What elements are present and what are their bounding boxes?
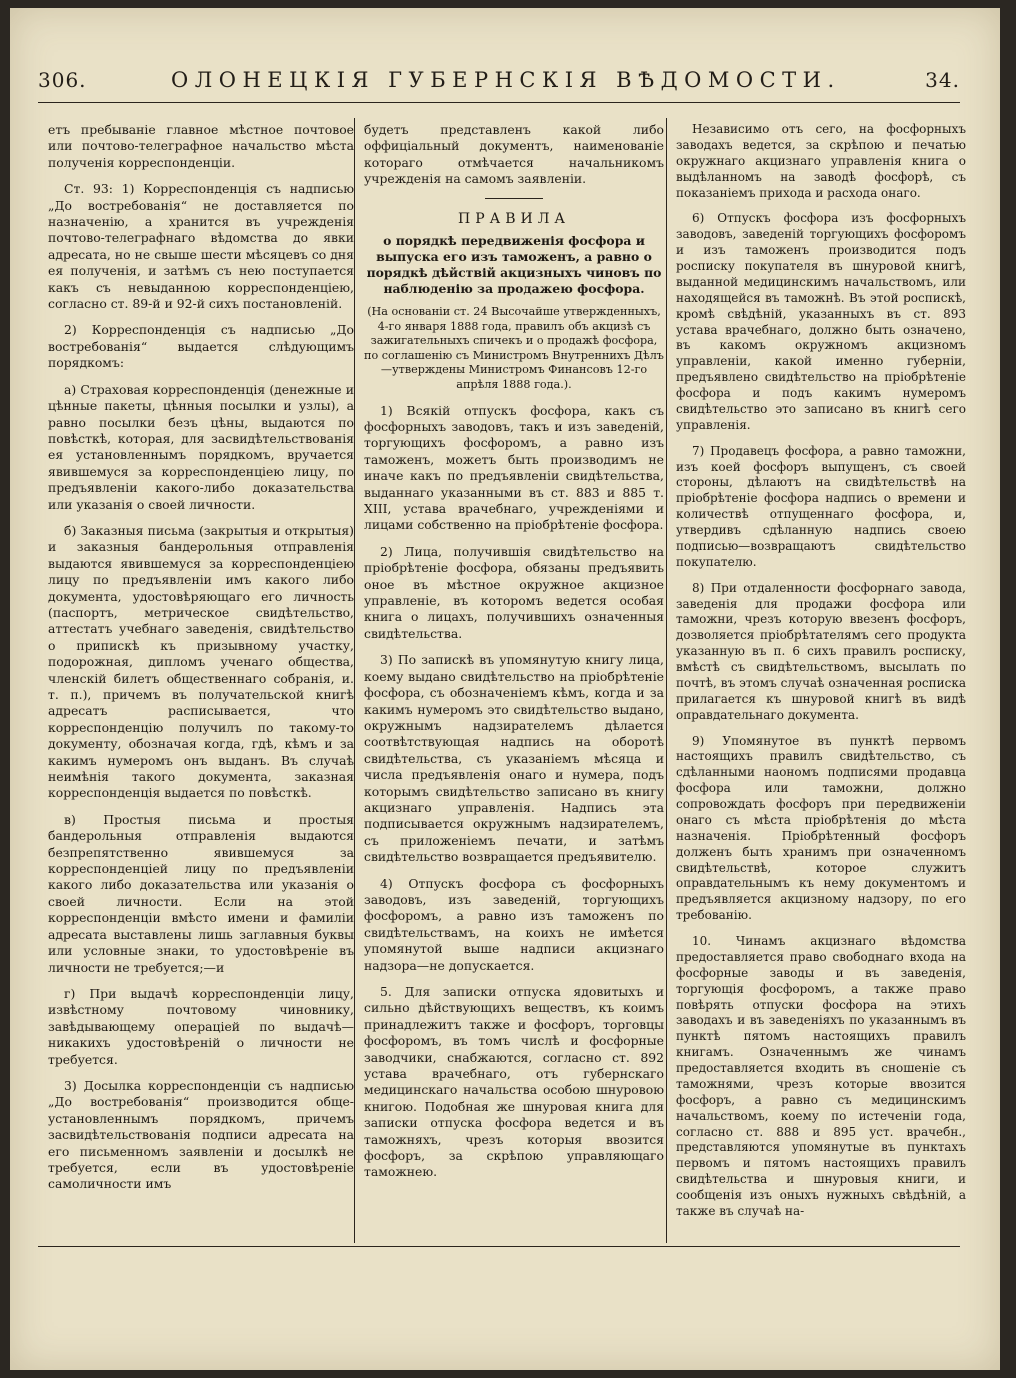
- paragraph: етъ пребываніе главное мѣстное почтовое или почтово-телеграфное начальство мѣста полученія корреспонденціи.: [48, 122, 354, 170]
- paragraph: г) При выдачѣ корреспонденціи лицу, извѣстному почтовому чиновнику, завѣдывающему операціей по выдачѣ—никакихъ удостовѣреній о личности не требуется.: [48, 985, 354, 1067]
- paragraph: 3) По запискѣ въ упомянутую книгу лица, коему выдано свидѣтельство на пріобрѣтеніе фосфора, съ обозначеніемъ кѣмъ, когда и за какимъ нумеромъ это свидѣтельство выдано, окружнымъ надзирателемъ дѣлается соотвѣтствующая надпись на оборотѣ свидѣтельства, съ указаніемъ мѣсяца и числа предъявленія онаго и нумера, подъ которымъ свидѣтельство записано въ книгу акцизнаго управленія. Надпись эта подписывается окружнымъ надзирателемъ, съ приложеніемъ печати, и затѣмъ свидѣтельство возвращается предъявителю.: [364, 652, 664, 865]
- paragraph: 6) Отпускъ фосфора изъ фосфорныхъ заводовъ, заведеній торгующихъ фосфоромъ и изъ таможенъ производится подъ росписку покупателя въ шнуровой книгѣ, выданной медицинскимъ начальствомъ, или находящейся въ таможнѣ. Въ этой роспискѣ, кромѣ свѣдѣній, указанныхъ въ ст. 893 устава врачебнаго, должно быть означено, въ какомъ окружномъ акцизномъ управленіи, какой именно губерніи, предъявлено свидѣтельство на пріобрѣтеніе фосфора и подъ какимъ нумеромъ свидѣтельство это записано въ книгѣ сего управленія.: [676, 211, 966, 432]
- paragraph: будетъ представленъ какой либо оффиціальный документъ, наименованіе котораго отмѣчается начальникомъ учрежденія на самомъ заявленіи.: [364, 122, 664, 187]
- issue-number: 34.: [925, 68, 960, 92]
- page-number: 306.: [38, 68, 87, 92]
- paragraph: 3) Досылка корреспонденціи съ надписью „До востребованія“ производится обще-установленнымъ порядкомъ, причемъ засвидѣтельствованія подписи адресата на его письменномъ заявленіи и досылкѣ не требуется, если въ удостовѣреніе самоличности имъ: [48, 1077, 354, 1192]
- header-rule: [38, 102, 960, 103]
- paragraph: а) Страховая корреспонденція (денежные и цѣнные пакеты, цѣнныя посылки и узлы), а равно посылки безъ цѣны, выдаются по повѣсткѣ, которая, для засвидѣтельствованія ея установленнымъ порядкомъ, вручается явившемуся за корреспонденціею лицу, по предъявленіи какого-либо доказательства или указанія о своей личности.: [48, 381, 354, 512]
- paragraph: 5. Для записки отпуска ядовитыхъ и сильно дѣйствующихъ веществъ, къ коимъ принадлежитъ также и фосфоръ, торговцы фосфоромъ, въ томъ числѣ и фосфорные заводчики, снабжаются, согласно ст. 892 устава врачебнаго, отъ губернскаго медицинскаго начальства особою шнуровою книгою. Подобная же шнуровая книга для записки отпуска фосфора ведется и въ таможняхъ, чрезъ которыя ввозится фосфоръ, за скрѣпою управляющаго таможнею.: [364, 984, 664, 1180]
- paragraph: 7) Продавецъ фосфора, а равно таможни, изъ коей фосфоръ выпущенъ, съ своей стороны, дѣлаютъ на свидѣтельствѣ на пріобрѣтеніе фосфора надпись о времени и количествѣ отпущеннаго фосфора, и, утвердивъ сдѣланную надпись своею подписью—возвращаютъ свидѣтельство покупателю.: [676, 443, 966, 569]
- paragraph: 10. Чинамъ акцизнаго вѣдомства предоставляется право свободнаго входа на фосфорные заводы и въ заведенія, торгующія фосфоромъ, а также право повѣрять отпуски фосфора на этихъ заводахъ и въ заведеніяхъ по указаннымъ въ пунктѣ пятомъ настоящихъ правилъ книгамъ. Означеннымъ же чинамъ предоставляется входить въ сношеніе съ таможнями, чрезъ которые ввозится фосфоръ, а равно съ медицинскимъ начальствомъ, коему по истеченіи года, согласно ст. 888 и 895 уст. врачебн., представляются упомянутые въ пунктахъ первомъ и пятомъ настоящихъ правилъ свидѣтельства и шнуровыя книги, и сообщенія изъ оныхъ нужныхъ свѣдѣній, а также въ случаѣ на-: [676, 934, 966, 1218]
- column-divider-2: [666, 118, 667, 1243]
- paragraph: 1) Всякій отпускъ фосфора, какъ съ фосфорныхъ заводовъ, такъ и изъ заведеній, торгующихъ фосфоромъ, а равно изъ таможенъ, можетъ быть производимъ не иначе какъ по предъявленіи свидѣтельства, выданнаго указанными въ ст. 883 и 885 т. XIII, устава врачебнаго, учрежденіями и лицами собственно на пріобрѣтеніе фосфора.: [364, 402, 664, 533]
- paragraph: 2) Корреспонденція съ надписью „До востребованія“ выдается слѣдующимъ порядкомъ:: [48, 322, 354, 371]
- column-divider-1: [354, 118, 355, 1243]
- newspaper-title: ОЛОНЕЦКІЯ ГУБЕРНСКІЯ ВѢДОМОСТИ.: [171, 68, 841, 92]
- footer-rule: [38, 1246, 960, 1247]
- column-3: [676, 122, 966, 1230]
- paragraph: 9) Упомянутое въ пунктѣ первомъ настоящихъ правилъ свидѣтельство, съ сдѣланными наономъ подписями продавца фосфора или таможни, должно сопровождать фосфоръ при передвиженіи онаго съ мѣста пріобрѣтенія до мѣста назначенія. Пріобрѣтенный фосфоръ долженъ быть хранимъ при означенномъ свидѣтельствѣ, которое служитъ оправдательнымъ къ нему документомъ и предъявляется акцизному надзору, по его требованію.: [676, 733, 966, 923]
- legal-basis-note: (На основаніи ст. 24 Высочайше утвержденныхъ, 4-го января 1888 года, правилъ объ акцизѣ съ зажигательныхъ спичекъ и о продажѣ фосфора, по соглашенію съ Министромъ Внутреннихъ Дѣлъ—утверждены Министромъ Финансовъ 12-го апрѣля 1888 года.).: [364, 305, 664, 391]
- section-rule: [485, 198, 543, 199]
- page-header: [38, 60, 960, 100]
- paragraph: Ст. 93: 1) Корреспонденція съ надписью „До востребованія“ не доставляется по назначенію, а хранится въ учрежденія почтово-телеграфнаго вѣдомства до явки адресата, но не свыше шести мѣсяцевъ со дня ея полученія, и затѣмъ съ нею поступается какъ съ невыданною корреспонденціею, согласно ст. 89-й и 92-й сихъ постановленій.: [48, 181, 354, 312]
- section-heading: ПРАВИЛА: [457, 210, 570, 227]
- section-subheading: о порядкѣ передвиженія фосфора и выпуска его изъ таможенъ, а равно о порядкѣ дѣйствій акцизныхъ чиновъ по наблюденію за продажею фосфора.: [366, 233, 662, 297]
- column-2: [364, 122, 664, 1191]
- paragraph: Независимо отъ сего, на фосфорныхъ заводахъ ведется, за скрѣпою и печатью окружнаго акцизнаго управленія книга о выдѣланномъ на заводѣ фосфорѣ, съ показаніемъ прихода и расхода онаго.: [676, 122, 966, 200]
- newspaper-page: [10, 8, 1000, 1370]
- paragraph: 8) При отдаленности фосфорнаго завода, заведенія для продажи фосфора или таможни, чрезъ которую ввезенъ фосфоръ, дозволяется пріобрѣтателямъ сего продукта указанную въ п. 6 сихъ правилъ росписку, вмѣстѣ съ свидѣтельствомъ, высылать по почтѣ, въ этомъ случаѣ означенная росписка прилагается къ шнуровой книгѣ въ видѣ оправдательнаго документа.: [676, 580, 966, 722]
- paragraph: 4) Отпускъ фосфора съ фосфорныхъ заводовъ, изъ заведеній, торгующихъ фосфоромъ, а равно изъ таможенъ по свидѣтельствамъ, на коихъ не имѣется упомянутой выше надписи акцизнаго надзора—не допускается.: [364, 875, 664, 973]
- column-1: [48, 122, 354, 1203]
- paragraph: в) Простыя письма и простыя бандерольныя отправленія выдаются безпрепятственно явившемуся за корреспонденціей лицу по предъявленіи какого либо доказательства или указанія о своей личности. Если на этой корреспонденціи вмѣсто имени и фамиліи адресата выставлены лишь заглавныя буквы или условные знаки, то удостовѣреніе въ личности не требуется;—и: [48, 811, 354, 975]
- paragraph: 2) Лица, получившія свидѣтельство на пріобрѣтеніе фосфора, обязаны предъявить оное въ мѣстное окружное акцизное управленіе, въ которомъ ведется особая книга о лицахъ, получившихъ означенныя свидѣтельства.: [364, 543, 664, 641]
- paragraph: б) Заказныя письма (закрытыя и открытыя) и заказныя бандерольныя отправленія выдаются явившемуся за корреспонденціею лицу по предъявленіи имъ какого либо документа, удостовѣряющаго его личность (паспортъ, метрическое свидѣтельство, аттестатъ учебнаго заведенія, свидѣтельство о припискѣ къ призывному участку, подорожная, дипломъ ученаго общества, членскій билетъ общественнаго собранія, и. т. п.), причемъ въ получательской книгѣ адресатъ расписывается, что корреспонденцію получилъ по такому-то документу, обозначая когда, гдѣ, кѣмъ и за какимъ нумеромъ онъ выданъ. Въ случаѣ неимѣнія такого документа, заказная корреспонденція выдается по повѣсткѣ.: [48, 522, 354, 801]
